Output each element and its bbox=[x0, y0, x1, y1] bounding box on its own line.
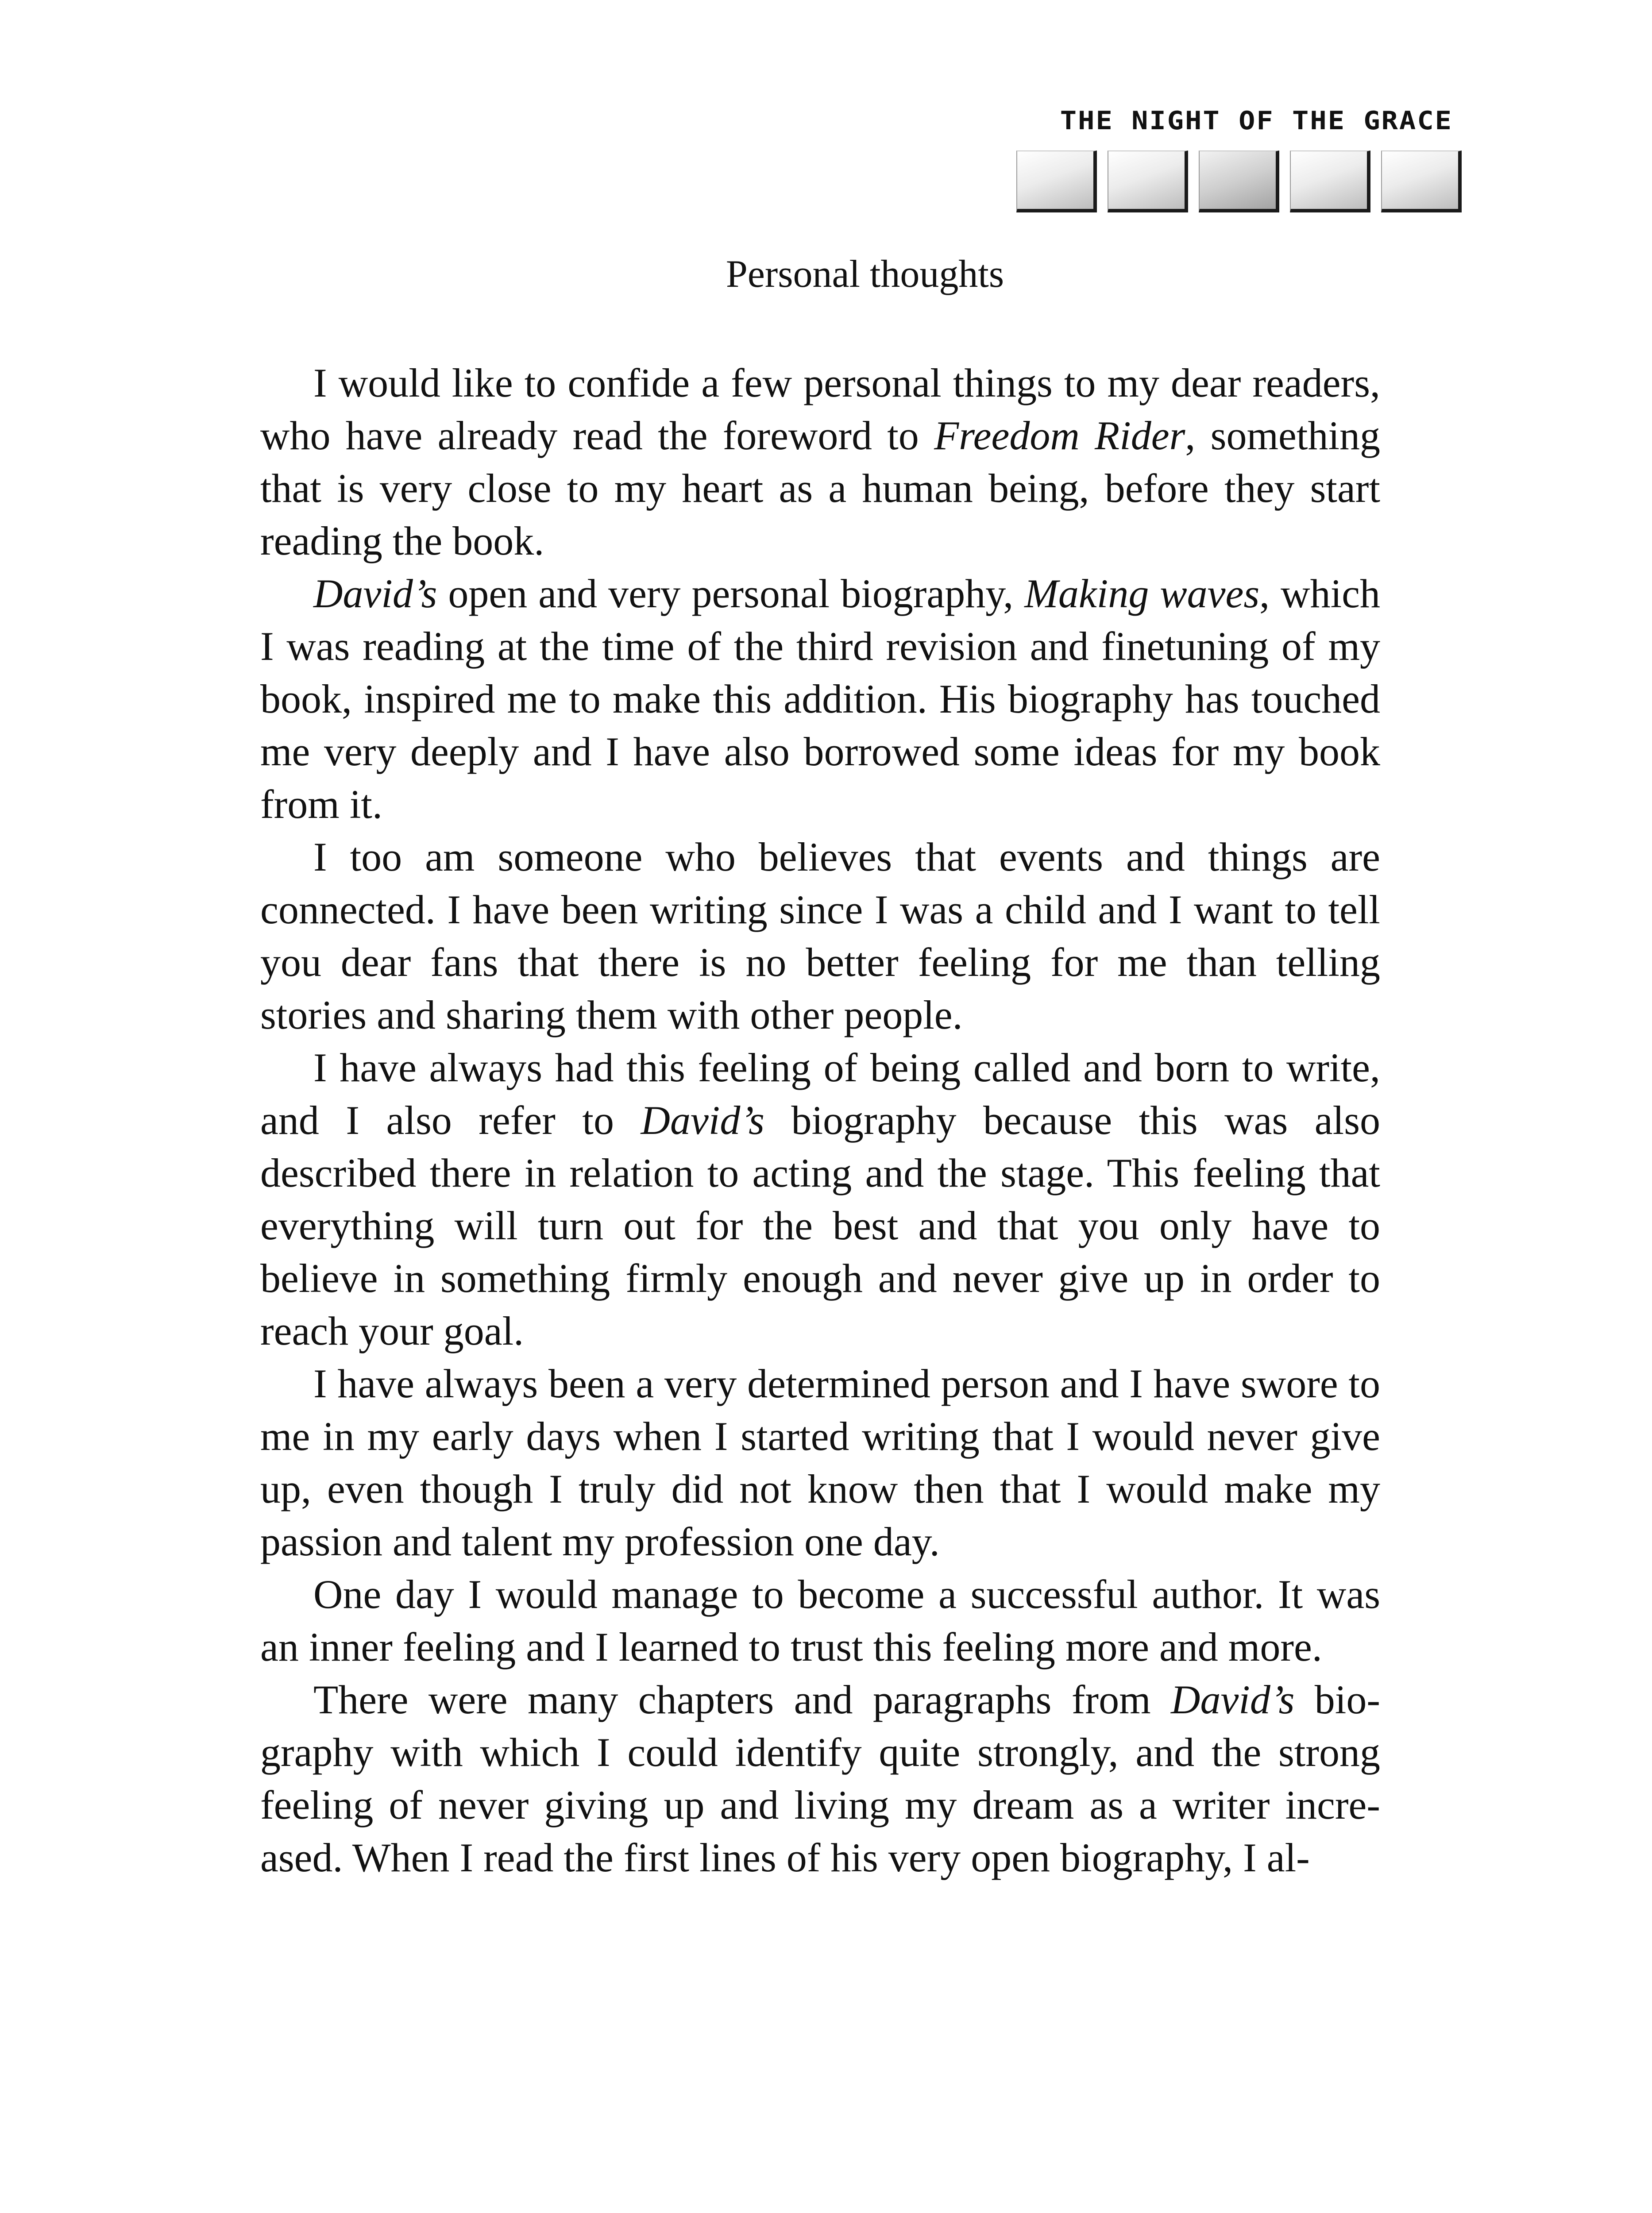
italic-text-run: David’s bbox=[641, 1098, 764, 1143]
paragraph bbox=[260, 567, 1380, 831]
italic-text-run: David’s bbox=[313, 571, 437, 616]
text-run: , something that is very close to my heart as a human being, before they start reading the book. bbox=[260, 413, 1380, 563]
text-run: open and very personal biography, bbox=[437, 571, 1025, 616]
italic-text-run: Freedom Rider bbox=[934, 413, 1185, 458]
text-run: , which I was reading at the time of the third revision and finetuning of my book, inspired me to make this addition. His biography has touched me very deeply and I have also borrowed some ideas for my book from it. bbox=[260, 571, 1380, 827]
text-run: I would like to confide a few personal things to my dear readers, who have already read the foreword to bbox=[260, 360, 1380, 458]
header-box-4 bbox=[1290, 150, 1370, 212]
italic-text-run: Making waves bbox=[1024, 571, 1260, 616]
body-text bbox=[260, 357, 1380, 1884]
text-run: One day I would manage to become a successful author. It was an inner feeling and I learned to trust this feeling more and more. bbox=[260, 1572, 1380, 1669]
paragraph bbox=[260, 1357, 1380, 1568]
header-box-1 bbox=[1016, 150, 1097, 212]
header-box-2 bbox=[1108, 150, 1188, 212]
paragraph bbox=[260, 357, 1380, 567]
text-run: I have always had this feeling of being called and born to write, and I also refer to bbox=[260, 1045, 1380, 1143]
text-run: biography with which I could identify quite strongly, and the strong feeling of never giving up and living my dream as a writer increased. When I read the first lines of his very open biography, I al- bbox=[260, 1677, 1380, 1880]
text-run: biography because this was also described there in relation to acting and the stage. This feeling that everything will turn out for the best and that you only have to believe in something firmly enough and never give up in order to reach your goal. bbox=[260, 1098, 1380, 1353]
header-box-3 bbox=[1199, 150, 1279, 212]
series-title: THE NIGHT OF THE GRACE bbox=[1060, 105, 1453, 135]
paragraph bbox=[260, 1568, 1380, 1673]
text-run: I too am someone who believes that events and things are connected. I have been writing since I was a child and I want to tell you dear fans that there is no better feeling for me than telling stories and sharing them with other people. bbox=[260, 834, 1380, 1037]
paragraph bbox=[260, 1673, 1380, 1884]
page-title: Personal thoughts bbox=[726, 253, 1004, 296]
header-decoration-boxes bbox=[1016, 150, 1459, 215]
header-box-5 bbox=[1381, 150, 1462, 212]
running-header bbox=[1016, 104, 1459, 225]
paragraph bbox=[260, 831, 1380, 1041]
text-run: There were many chapters and paragraphs from bbox=[313, 1677, 1171, 1722]
italic-text-run: David’s bbox=[1171, 1677, 1295, 1722]
text-run: I have always been a very determined person and I have swore to me in my early days when I started writing that I would never give up, even though I truly did not know then that I would make my passion and talent my profession one day. bbox=[260, 1361, 1380, 1564]
paragraph bbox=[260, 1041, 1380, 1357]
